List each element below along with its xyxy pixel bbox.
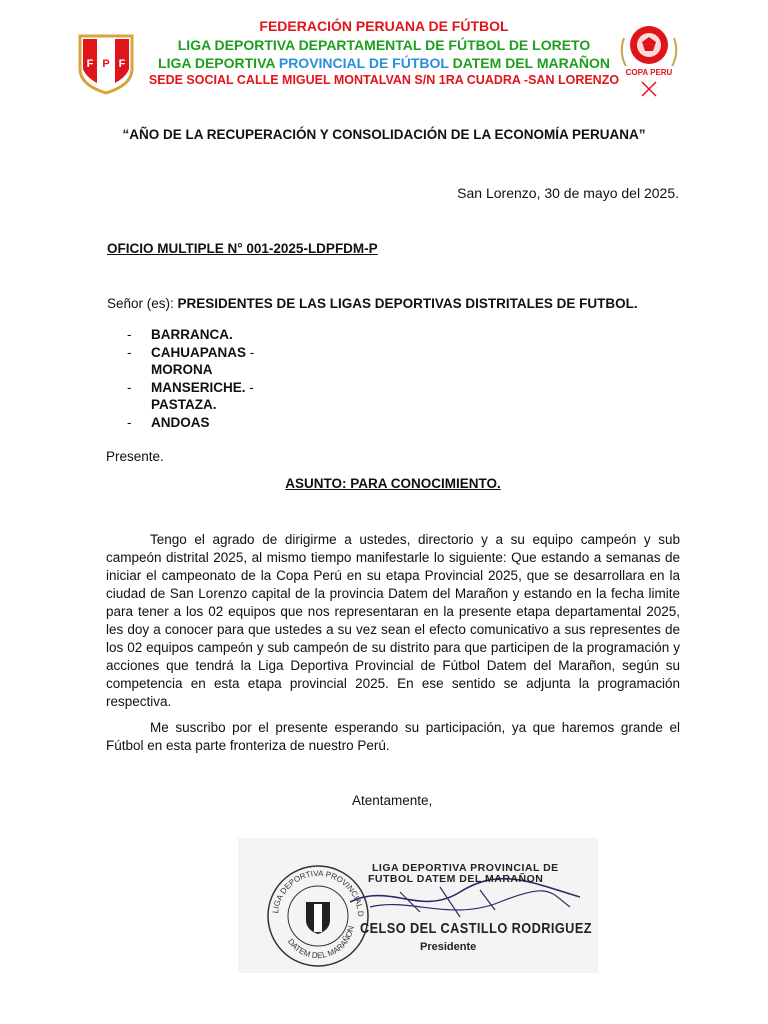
svg-text:F: F (118, 58, 126, 70)
document-number: OFICIO MULTIPLE N° 001-2025-LDPFDM-P (107, 241, 378, 256)
place-date: San Lorenzo, 30 de mayo del 2025. (457, 185, 679, 201)
recipient-line: Señor (es): PRESIDENTES DE LAS LIGAS DEPORTIVAS DISTRITALES DE FUTBOL. (107, 296, 638, 311)
list-item: MORONA (151, 362, 213, 377)
district-list (127, 326, 291, 431)
body-paragraph-2: Me suscribo por el presente esperando su participación, ya que haremos grande el Fútbol en esta parte fronteriza de nuestro Perú. (106, 720, 680, 753)
greeting-presente: Presente. (106, 449, 164, 464)
seal-text-top: LIGA DEPORTIVA PROVINCIAL D (271, 868, 366, 917)
year-motto: “AÑO DE LA RECUPERACIÓN Y CONSOLIDACIÓN DE LA ECONOMÍA PERUANA” (122, 127, 646, 142)
header-departmental-league: LIGA DEPORTIVA DEPARTAMENTAL DE FÚTBOL DE LORETO (177, 37, 591, 53)
list-item: - CAHUAPANAS - (127, 344, 255, 360)
signatory-role: Presidente (420, 941, 477, 953)
list-item: - ANDOAS (127, 414, 210, 430)
closing: Atentamente, (352, 793, 433, 808)
seal-text-bottom: DATEM DEL MARAÑON (285, 925, 356, 961)
copa-peru-logo-text: COPA PERU (625, 68, 673, 77)
body-paragraph-1: Tengo el agrado de dirigirme a ustedes, directorio y a su equipo campeón y sub campeón distrital 2025, al mismo tiempo manifestarle lo siguiente: Que estando a semanas de iniciar el campeonato de la Copa Perú en su etapa Provincial 2025, que se desarrollara en la ciudad de San Lorenzo capital de la provincia Datem del Marañon y estando en la fecha limite para tener a los 02 equipos que nos representaran en la presente etapa departamental 2025, les doy a conocer para que ustedes a su vez sean el efecto comunicativo a sus representes de los 02 equipos campeón y sub campeón de su distrito para que participen de la programación y acciones que tendrá la Liga Deportiva Provincial de Fútbol Datem del Marañon, según su competencia en esta etapa provincial 2025. En ese sentido se adjunta la programación respectiva. (106, 532, 680, 709)
signatory-name: CELSO DEL CASTILLO RODRIGUEZ (360, 920, 592, 937)
header-provincial-league: LIGA DEPORTIVA PROVINCIAL DE FÚTBOL DATEM DEL MARAÑON (158, 55, 610, 71)
list-item: - BARRANCA. (127, 327, 233, 342)
list-item: - MANSERICHE. - (127, 379, 254, 395)
header-federation: FEDERACIÓN PERUANA DE FÚTBOL (259, 18, 509, 34)
svg-text:F: F (86, 58, 94, 70)
svg-text:P: P (102, 58, 110, 70)
fpf-logo (76, 33, 136, 95)
list-item: PASTAZA. (151, 397, 217, 412)
copa-peru-logo (614, 20, 684, 98)
signature-stamp-line-1: LIGA DEPORTIVA PROVINCIAL DE (372, 862, 559, 874)
header-address: SEDE SOCIAL CALLE MIGUEL MONTALVAN S/N 1RA CUADRA -SAN LORENZO (148, 73, 620, 87)
subject-line: ASUNTO: PARA CONOCIMIENTO. (285, 476, 501, 491)
signature-stamp-line-2: FUTBOL DATEM DEL MARAÑON (368, 873, 544, 885)
